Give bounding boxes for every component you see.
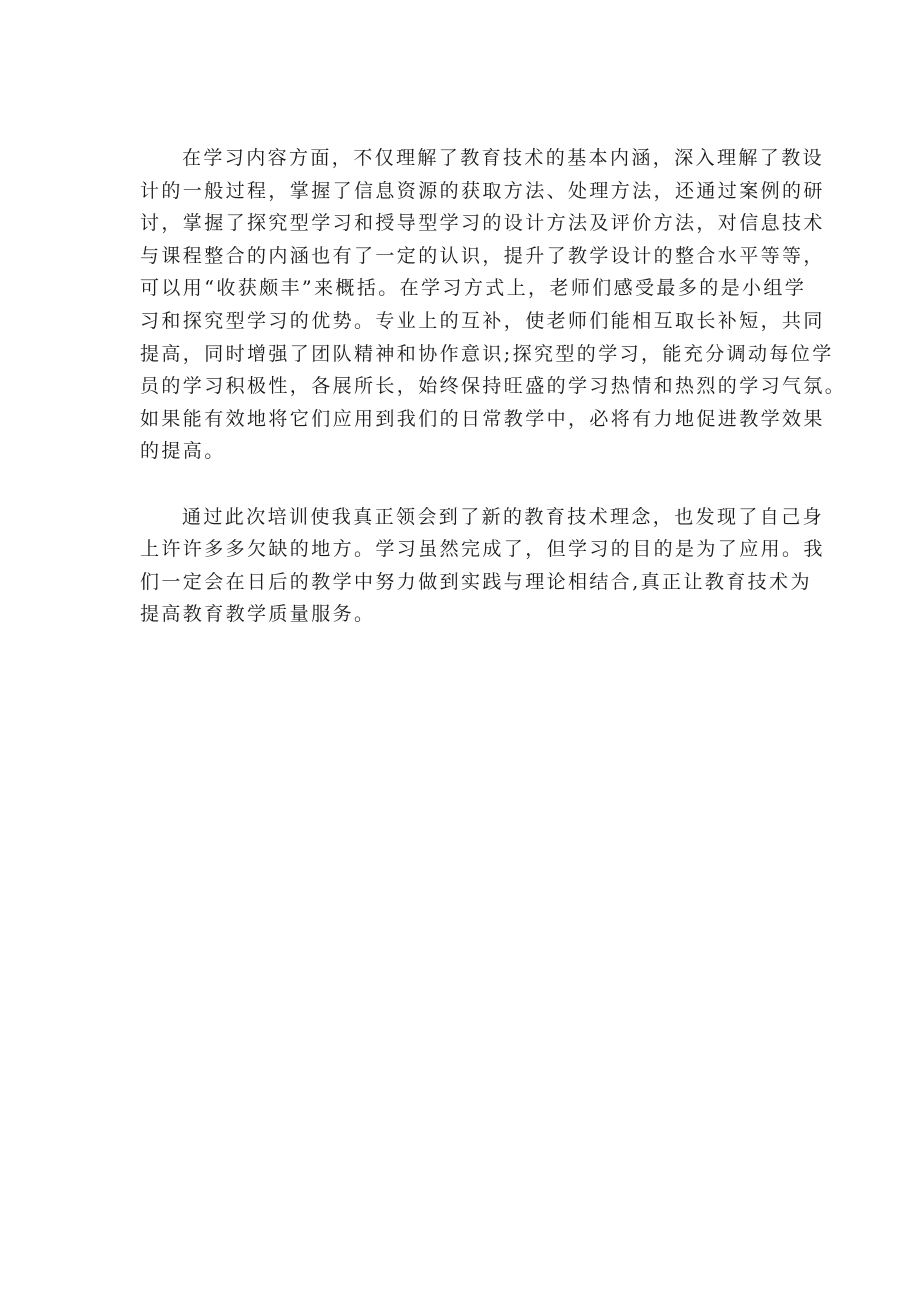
document-body: [140, 142, 847, 631]
paragraph-spacer: [140, 468, 800, 501]
text-line: 可以用“收获颇丰”来概括。在学习方式上，老师们感受最多的是小组学: [140, 277, 807, 300]
text-line: 们一定会在日后的教学中努力做到实践与理论相结合,真正让教育技术为: [140, 570, 812, 593]
text-line: 讨，掌握了探究型学习和授导型学习的设计方法及评价方法，对信息技术: [140, 212, 825, 235]
text-line: 如果能有效地将它们应用到我们的日常教学中，必将有力地促进教学效果: [140, 407, 825, 430]
text-line: 通过此次培训使我真正领会到了新的教育技术理念，也发现了自己身: [182, 505, 825, 528]
text-line: 上许许多多欠缺的地方。学习虽然完成了，但学习的目的是为了应用。我: [140, 538, 825, 561]
text-line: 与课程整合的内涵也有了一定的认识，提升了教学设计的整合水平等等，: [140, 244, 825, 267]
paragraph-2: [140, 501, 825, 631]
text-line: 提高，同时增强了团队精神和协作意识;探究型的学习，能充分调动每位学: [140, 342, 834, 365]
text-line: 计的一般过程，掌握了信息资源的获取方法、处理方法，还通过案例的研: [140, 179, 825, 202]
text-line: 习和探究型学习的优势。专业上的互补，使老师们能相互取长补短，共同: [140, 309, 825, 332]
text-line: 提高教育教学质量服务。: [140, 603, 376, 626]
text-line: 员的学习积极性，各展所长，始终保持旺盛的学习热情和热烈的学习气氛。: [140, 375, 847, 398]
text-line: 在学习内容方面，不仅理解了教育技术的基本内涵，深入理解了教设: [182, 147, 825, 169]
paragraph-1: [140, 142, 847, 468]
text-line: 的提高。: [140, 440, 226, 463]
